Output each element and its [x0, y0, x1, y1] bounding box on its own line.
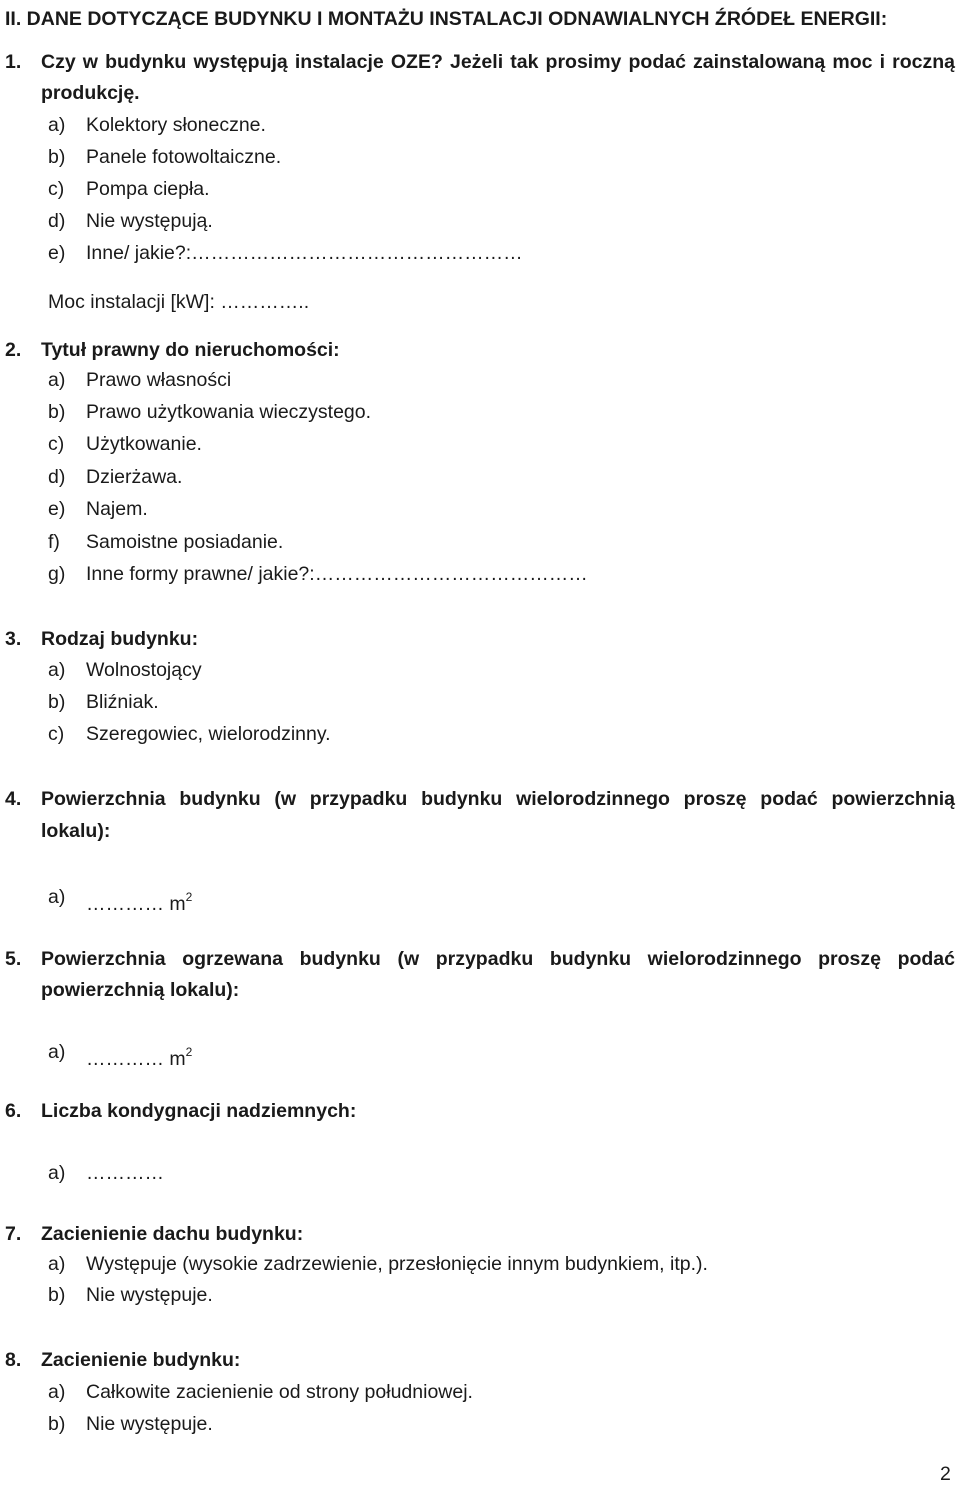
q7-number: 7. — [5, 1223, 22, 1245]
q1-number: 1. — [5, 51, 22, 73]
q2-number: 2. — [5, 339, 22, 361]
q7-option-text: Występuje (wysokie zadrzewienie, przesłonięcie innym budynkiem, itp.). — [86, 1253, 708, 1275]
q7-option-label: a) — [48, 1253, 66, 1275]
q8-option-label: a) — [48, 1381, 66, 1403]
q1-text-line1: Czy w budynku występują instalacje OZE? Jeżeli tak prosimy podać zainstalowaną moc i roczną — [41, 51, 955, 73]
q8-text: Zacienienie budynku: — [41, 1349, 241, 1371]
q8-option-text: Całkowite zacienienie od strony południowej. — [86, 1381, 473, 1403]
q6-floors-field: ………… — [86, 1162, 164, 1184]
q2-option-label: e) — [48, 498, 66, 520]
q1-option-label: b) — [48, 146, 66, 168]
q1-option-label: c) — [48, 178, 65, 200]
q2-option-text: Dzierżawa. — [86, 466, 183, 488]
q1-option-label: d) — [48, 210, 66, 232]
q8-option-text: Nie występuje. — [86, 1413, 213, 1435]
q2-option-text: Najem. — [86, 498, 148, 520]
q3-option-label: c) — [48, 723, 65, 745]
q1-option-text: Inne/ jakie?:…………………………………………… — [86, 242, 523, 264]
q2-text: Tytuł prawny do nieruchomości: — [41, 339, 340, 361]
q4-unit-exponent: 2 — [185, 890, 193, 904]
q5-area-blank: ………… m — [86, 1048, 186, 1070]
q3-number: 3. — [5, 628, 22, 650]
page-number: 2 — [940, 1463, 951, 1485]
q6-answer-label: a) — [48, 1162, 66, 1184]
q6-number: 6. — [5, 1100, 22, 1122]
q4-text-line1: Powierzchnia budynku (w przypadku budynku wielorodzinnego proszę podać powierzchnią — [41, 788, 955, 810]
q2-option-label: b) — [48, 401, 66, 423]
q2-option-text: Użytkowanie. — [86, 433, 202, 455]
q1-power-field: Moc instalacji [kW]: ………….. — [48, 291, 310, 313]
q1-option-text: Kolektory słoneczne. — [86, 114, 266, 136]
q4-number: 4. — [5, 788, 22, 810]
q4-text-line2: lokalu): — [41, 820, 111, 842]
q1-option-text: Pompa ciepła. — [86, 178, 210, 200]
q1-option-label: a) — [48, 114, 66, 136]
q3-option-label: a) — [48, 659, 66, 681]
q2-option-label: f) — [48, 531, 60, 553]
q7-option-text: Nie występuje. — [86, 1284, 213, 1306]
q6-text: Liczba kondygnacji nadziemnych: — [41, 1100, 357, 1122]
q3-text: Rodzaj budynku: — [41, 628, 199, 650]
q7-option-label: b) — [48, 1284, 66, 1306]
q3-option-text: Szeregowiec, wielorodzinny. — [86, 723, 331, 745]
q7-text: Zacienienie dachu budynku: — [41, 1223, 304, 1245]
q1-text-line2: produkcję. — [41, 82, 140, 104]
q2-option-text: Inne formy prawne/ jakie?:…………………………………… — [86, 563, 588, 585]
q2-option-text: Samoistne posiadanie. — [86, 531, 284, 553]
q2-option-label: a) — [48, 369, 66, 391]
q1-option-label: e) — [48, 242, 66, 264]
q5-area-field — [86, 1040, 192, 1071]
q5-number: 5. — [5, 948, 22, 970]
q2-option-text: Prawo użytkowania wieczystego. — [86, 401, 372, 423]
q3-option-text: Wolnostojący — [86, 659, 202, 681]
q3-option-label: b) — [48, 691, 66, 713]
q5-text-line1: Powierzchnia ogrzewana budynku (w przypadku budynku wielorodzinnego proszę podać — [41, 948, 955, 970]
q5-unit-exponent: 2 — [185, 1045, 193, 1059]
q1-option-text: Nie występują. — [86, 210, 213, 232]
q5-text-line2: powierzchnią lokalu): — [41, 979, 240, 1001]
q5-answer-label: a) — [48, 1041, 66, 1063]
q2-option-label: g) — [48, 563, 66, 585]
q8-number: 8. — [5, 1349, 22, 1371]
q1-option-text: Panele fotowoltaiczne. — [86, 146, 282, 168]
q3-option-text: Bliźniak. — [86, 691, 159, 713]
q8-option-label: b) — [48, 1413, 66, 1435]
q4-area-field — [86, 885, 192, 916]
q4-area-blank: ………… m — [86, 893, 186, 915]
q4-answer-label: a) — [48, 886, 66, 908]
q2-option-label: d) — [48, 466, 66, 488]
section-title: II. DANE DOTYCZĄCE BUDYNKU I MONTAŻU INSTALACJI ODNAWIALNYCH ŹRÓDEŁ ENERGII: — [5, 8, 888, 30]
q2-option-text: Prawo własności — [86, 369, 232, 391]
q2-option-label: c) — [48, 433, 65, 455]
